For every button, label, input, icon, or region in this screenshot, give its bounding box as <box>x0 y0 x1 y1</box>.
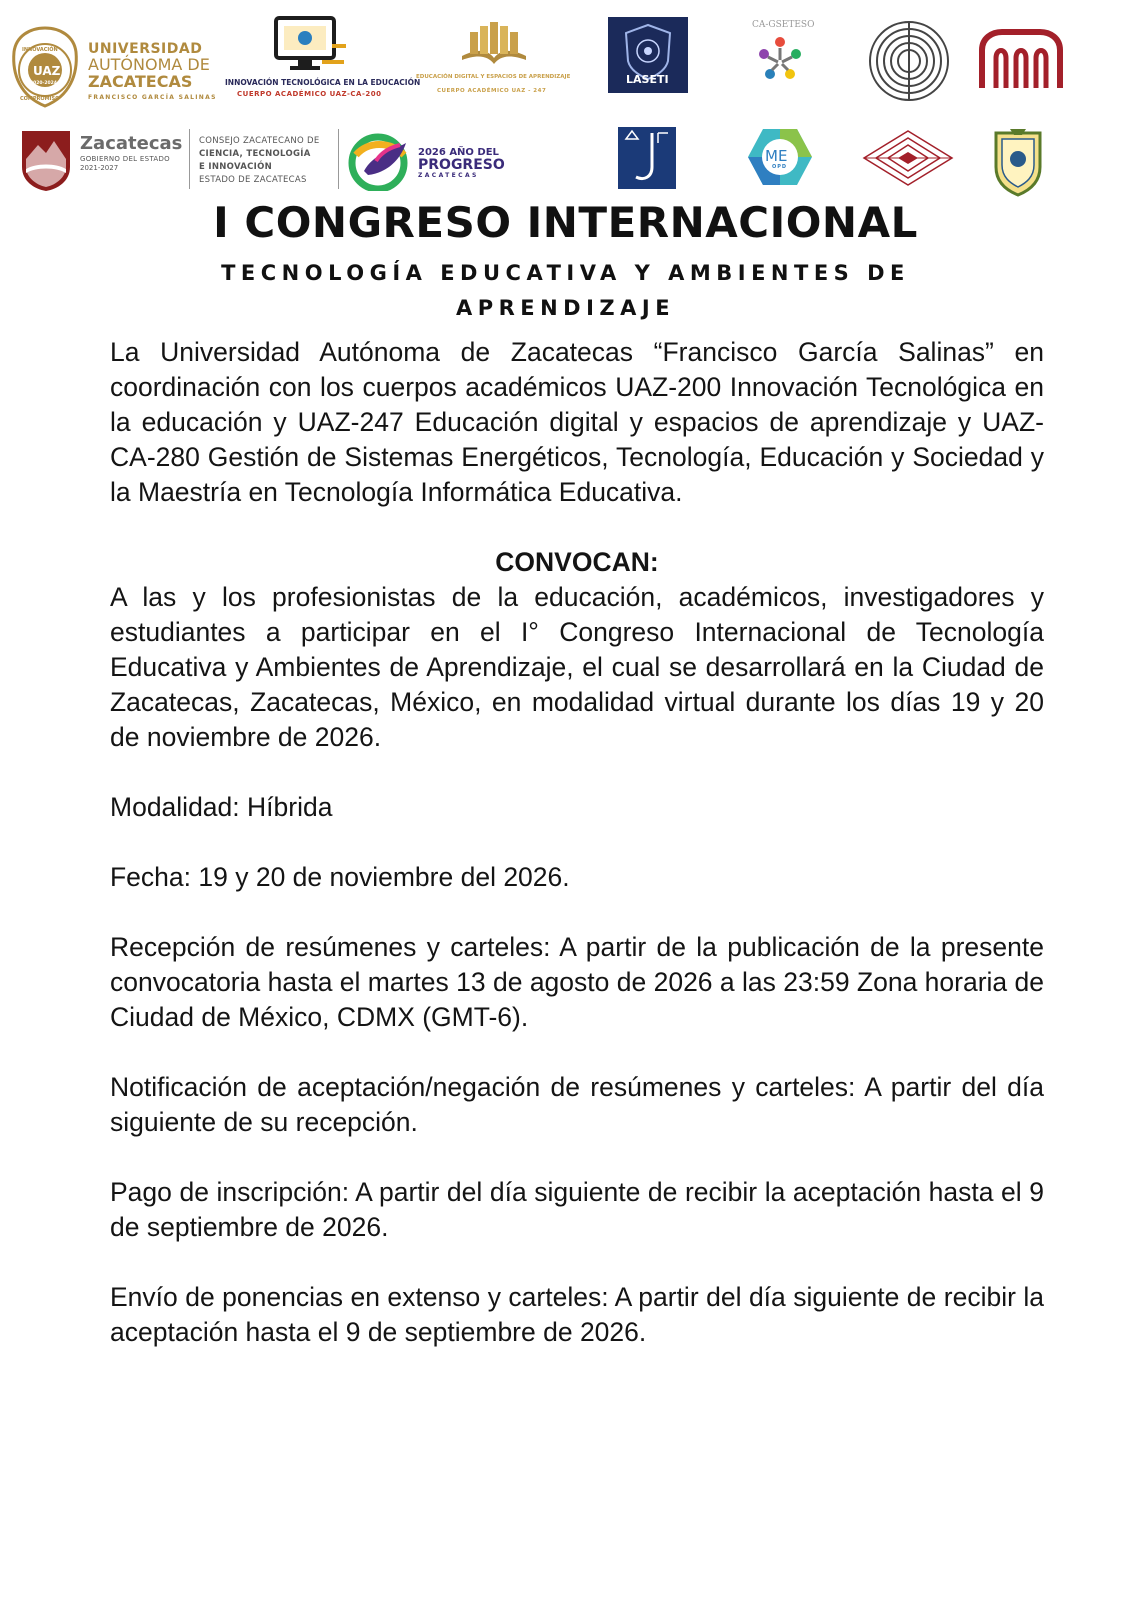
page-subtitle: TECNOLOGÍA EDUCATIVA Y AMBIENTES DE APRENDIZAJE <box>221 261 910 320</box>
zacatecas-name: Zacatecas <box>80 133 183 154</box>
notificacion-paragraph: Notificación de aceptación/negación de resúmenes y carteles: A partir del día siguiente de su recepción. <box>110 1072 1044 1137</box>
divider <box>338 129 339 189</box>
spacer <box>110 510 1044 545</box>
dove-icon <box>346 131 412 191</box>
pago-paragraph: Pago de inscripción: A partir del día siguiente de recibir la aceptación hasta el 9 de septiembre de 2026. <box>110 1177 1044 1242</box>
convocan-heading: CONVOCAN: <box>495 547 659 577</box>
consejo-line1: CONSEJO ZACATECANO DE <box>199 136 320 146</box>
progreso-line2: PROGRESO <box>418 157 505 173</box>
me-label: ME <box>765 147 788 165</box>
logo-row-top <box>0 0 1131 115</box>
recepcion-paragraph: Recepción de resúmenes y carteles: A partir de la publicación de la presente convocatoria hasta el martes 13 de agosto de 2026 a las 23:59 Zona horaria de Ciudad de México, CDMX (GMT-6). <box>110 932 1045 1032</box>
fecha-line: Fecha: 19 y 20 de noviembre del 2026. <box>110 862 570 892</box>
intro-paragraph: La Universidad Autónoma de Zacatecas “Francisco García Salinas” en coordinación con los cuerpos académicos UAZ-200 Innovación Tecnológica en la educación y UAZ-247 Educación digital y espacios de aprendizaje y UAZ-CA-280 Gestión de Sistemas Energéticos, Tecnología, Educación y Sociedad y la Maestría en Tecnología Informática Educativa. <box>110 337 1044 507</box>
me-sub: OPD <box>772 164 788 170</box>
uaz-name-line1: UNIVERSIDAD <box>88 41 203 57</box>
uaz-name <box>88 42 217 101</box>
labyrinth-icon <box>868 20 950 102</box>
consejo-line3: E INNOVACIÓN <box>199 162 273 172</box>
progreso-line1: 2026 AÑO DEL <box>418 147 499 158</box>
consejo-line2: CIENCIA, TECNOLOGÍA <box>199 149 311 159</box>
zacatecas-years: 2021-2027 <box>80 164 119 172</box>
zacatecas-text <box>80 135 182 172</box>
spacer <box>110 1245 1044 1280</box>
educacion-digital-line2: CUERPO ACADÉMICO UAZ - 247 <box>437 88 547 94</box>
document-body <box>110 335 1044 1350</box>
uaz-name-line4: FRANCISCO GARCÍA SALINAS <box>88 94 217 101</box>
computer-icon <box>272 16 350 76</box>
spacer <box>110 895 1044 930</box>
uaz-ring-top: INNOVACIÓN <box>22 47 58 53</box>
progreso-text <box>418 148 505 179</box>
laseti-label: LASETI <box>626 73 669 86</box>
coat-of-arms-icon <box>990 125 1046 197</box>
logo-row-bottom <box>0 115 1131 200</box>
spacer <box>110 755 1044 790</box>
book-icon <box>458 12 530 68</box>
consejo-text <box>199 135 320 187</box>
divider <box>189 129 190 189</box>
uaz-ring-bottom: COMPROMISO <box>20 96 60 102</box>
page-title: I CONGRESO INTERNACIONAL <box>213 198 918 247</box>
spacer <box>110 825 1044 860</box>
spacer <box>110 1140 1044 1175</box>
consejo-line4: ESTADO DE ZACATECAS <box>199 175 307 185</box>
zacatecas-gobierno: GOBIERNO DEL ESTADO <box>80 155 170 163</box>
uaz-badge: UAZ <box>33 64 61 78</box>
uaz-years: 2020-2024 <box>30 81 57 86</box>
spacer <box>110 1035 1044 1070</box>
uaz-name-line2: AUTÓNOMA DE <box>88 55 210 74</box>
diamond-pattern-icon <box>862 129 954 187</box>
delta-gamma-logo <box>618 127 676 189</box>
convocan-paragraph: A las y los profesionistas de la educación, académicos, investigadores y estudiantes a participar en el I° Congreso Internacional de Tecnología Educativa y Ambientes de Aprendizaje, el cual se desarrollará en la Ciudad de Zacatecas, Zacatecas, México, en modalidad virtual durante los días 19 y 20 de noviembre de 2026. <box>110 582 1044 752</box>
educacion-digital-line1: EDUCACIÓN DIGITAL Y ESPACIOS DE APRENDIZAJE <box>416 74 571 80</box>
uaz-name-line3: ZACATECAS <box>88 72 193 91</box>
progreso-line3: ZACATECAS <box>418 172 479 179</box>
envio-paragraph: Envío de ponencias en extenso y carteles: A partir del día siguiente de recibir la aceptación hasta el 9 de septiembre de 2026. <box>110 1282 1044 1347</box>
zacatecas-shield-icon <box>20 129 72 193</box>
people-circle-icon <box>752 30 808 86</box>
gseteso-label: CA-GSETESO <box>752 20 815 30</box>
building-arches-icon <box>978 28 1064 90</box>
modalidad-line: Modalidad: Híbrida <box>110 792 333 822</box>
innovacion-line1: INNOVACIÓN TECNOLÓGICA EN LA EDUCACIÓN <box>225 78 421 87</box>
innovacion-line2: CUERPO ACADÉMICO UAZ-CA-200 <box>237 90 382 98</box>
